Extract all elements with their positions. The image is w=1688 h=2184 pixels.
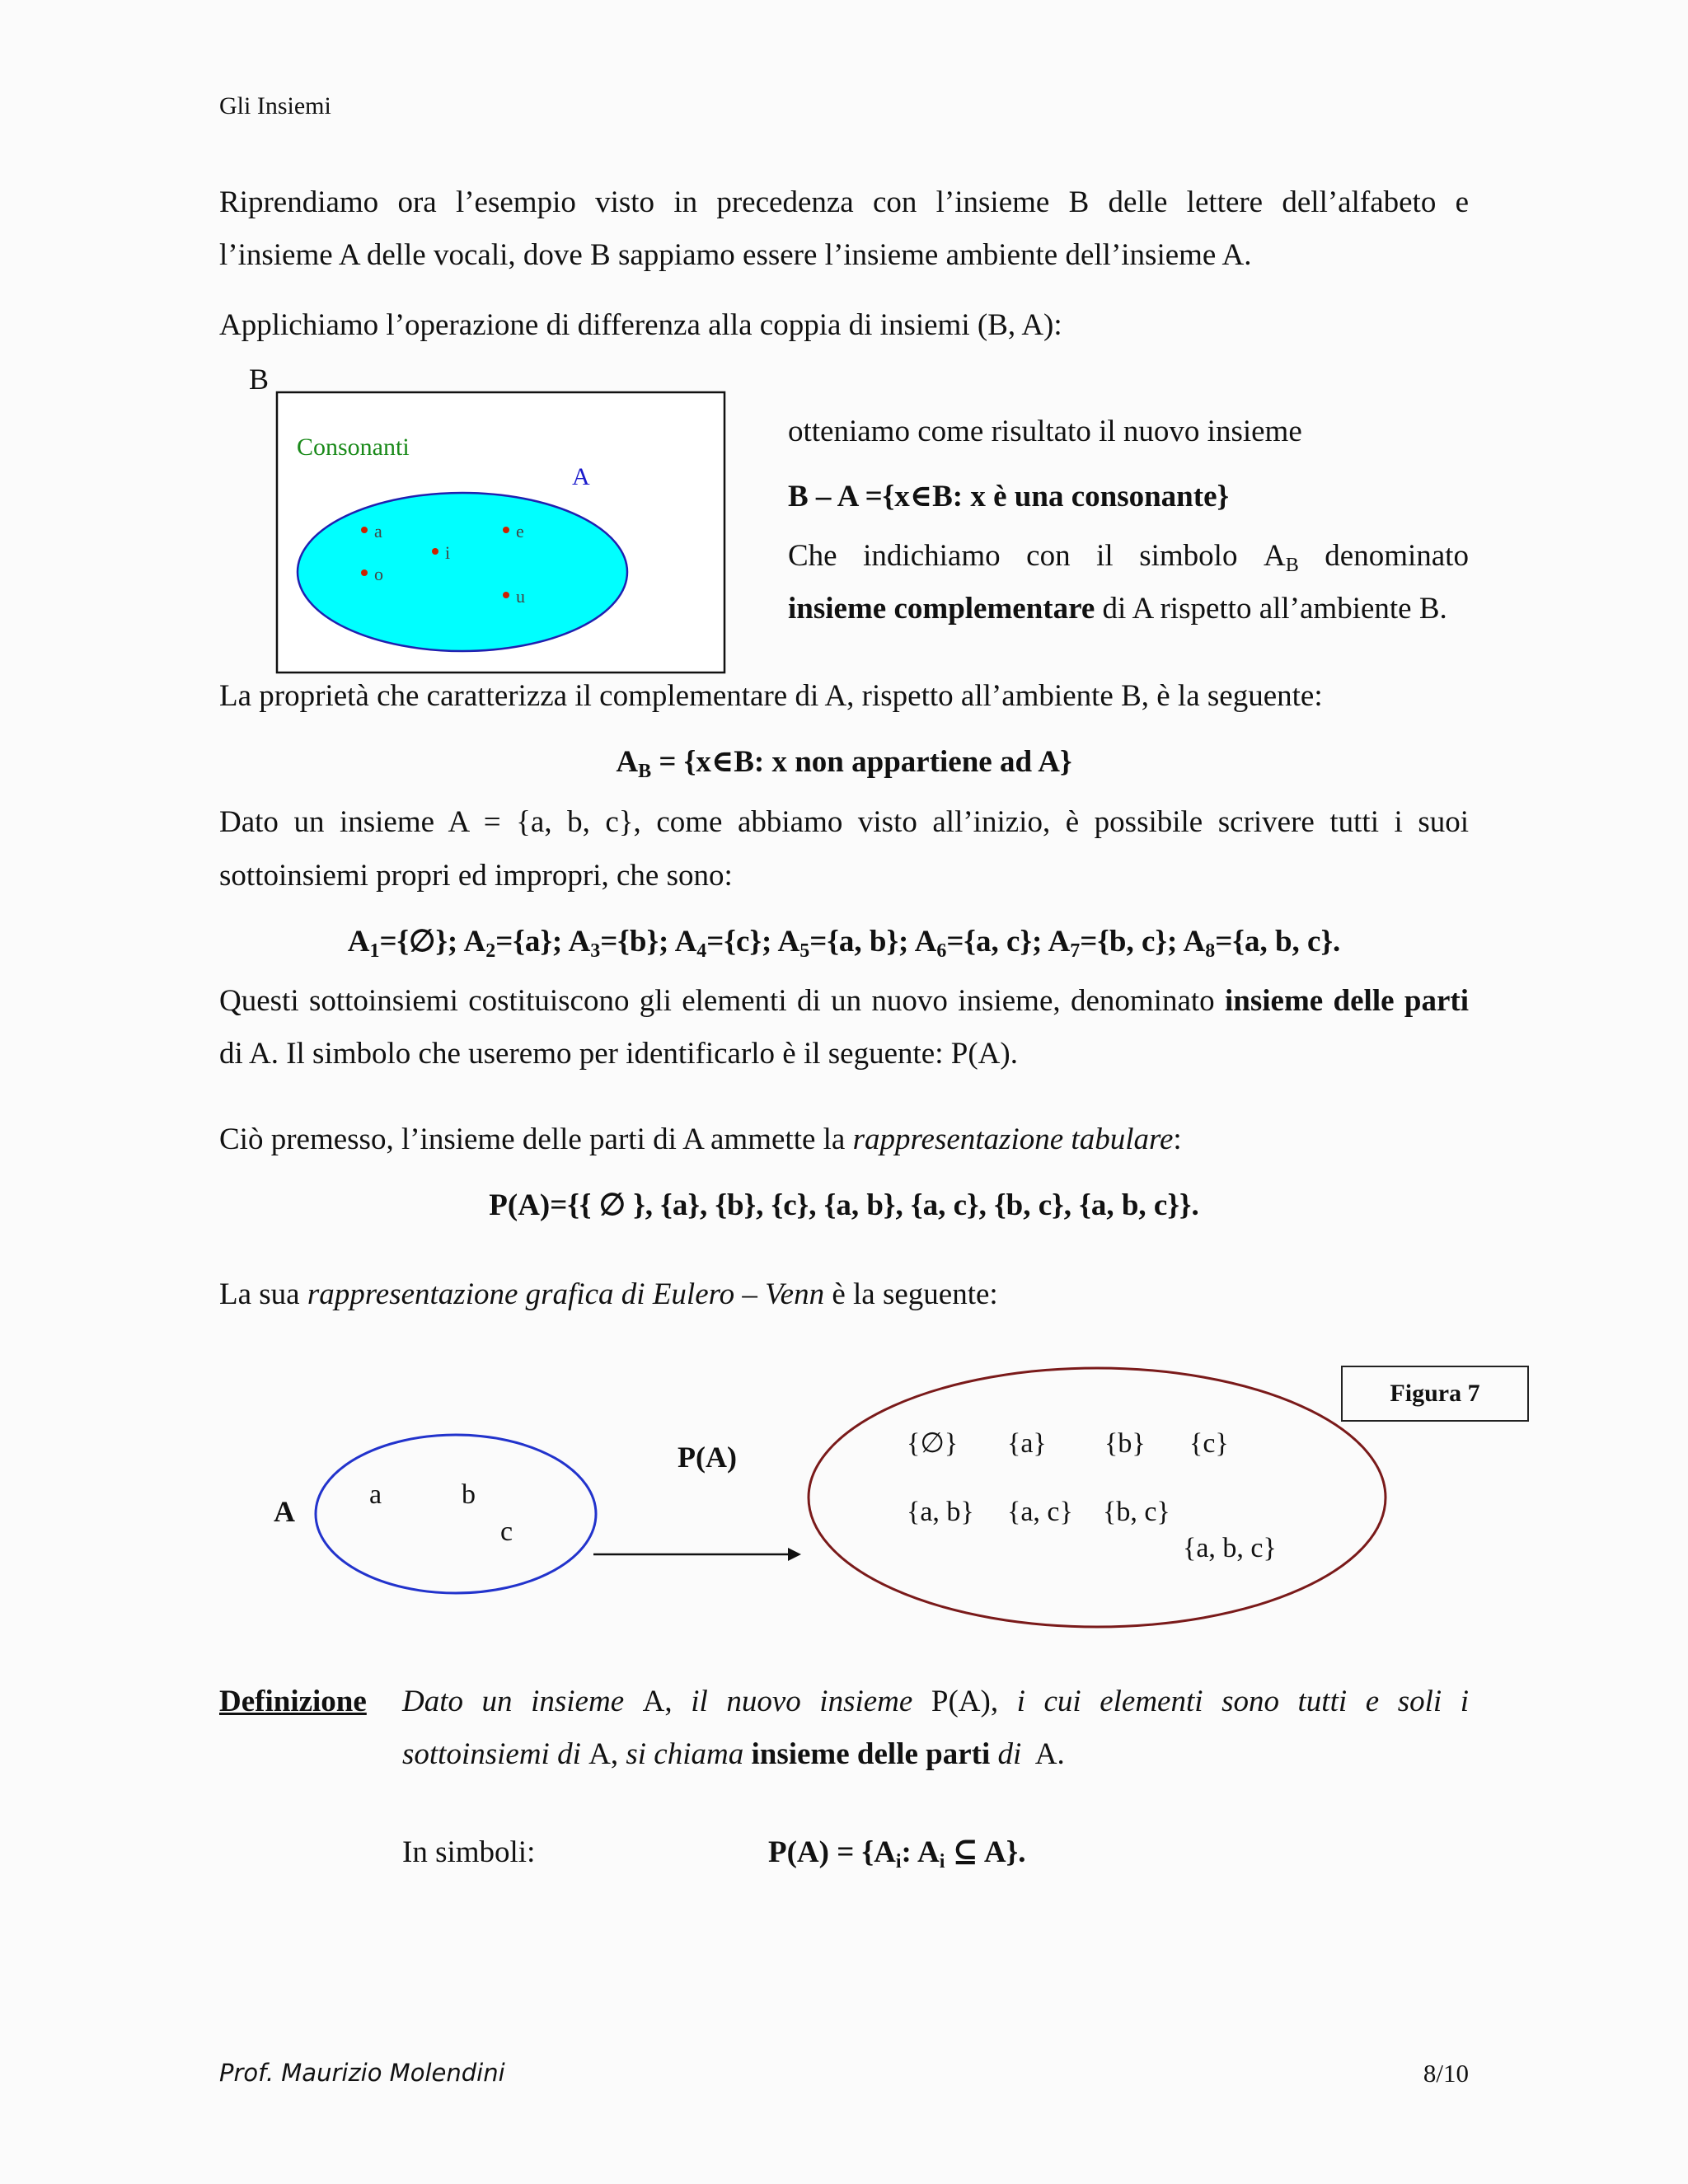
property-formula (219, 735, 1469, 799)
subset-item: $A_7=\{b$, c}; (1048, 925, 1184, 962)
power-set-ellipse (809, 1368, 1386, 1627)
complement-term: insieme complementare (788, 592, 1095, 626)
vowel-dot (361, 569, 368, 576)
subset-item: $A_3=\{b\}$; (568, 925, 675, 962)
parts-text: Questi sottoinsiemi costituiscono gli elementi di un nuovo insieme, denominato (219, 984, 1225, 1018)
definition-label: Definizione (219, 1685, 367, 1718)
def-text: sottoinsiemi di (402, 1737, 589, 1771)
subsets-line-2: sottoinsiemi propri ed impropri, che sono: (219, 859, 733, 893)
set-a-ellipse (298, 493, 627, 651)
vowel-dot (503, 527, 509, 533)
subset-element: {b} (1104, 1428, 1146, 1459)
venn-text-end: è la seguente: (824, 1277, 998, 1311)
vowel-label: a (374, 521, 382, 541)
intro-line-2: l’insieme A delle vocali, dove B sappiamo essere l’insieme ambiente dell’insieme A. (219, 238, 1252, 272)
intro-line-1: Riprendiamo ora l’esempio visto in precedenza con l’insieme B delle lettere dell’alfabeto e (219, 185, 1469, 219)
word: il (691, 1685, 708, 1718)
symbol-subscript: B (638, 761, 652, 782)
subset-element: {a, c} (1007, 1497, 1073, 1527)
word: Dato (402, 1685, 463, 1718)
set-b-label: B (249, 363, 270, 396)
def-text: di (990, 1737, 1029, 1771)
vowel-dot (503, 592, 509, 598)
set-a-ellipse (316, 1435, 596, 1593)
def-text: A, (588, 1737, 626, 1771)
venn-term: rappresentazione grafica di Eulero – Venn (307, 1277, 825, 1311)
vowel-label: e (516, 521, 524, 541)
property-line: La proprietà che caratterizza il complementare di A, rispetto all’ambiente B, è la seguente: (219, 679, 1323, 713)
def-text: si chiama (626, 1737, 752, 1771)
word: soli (1397, 1685, 1442, 1718)
venn-text: La sua (219, 1277, 307, 1311)
subsets-list (219, 915, 1469, 978)
vowel-dot (432, 548, 438, 555)
power-set-diagram (247, 1352, 1401, 1632)
set-a-name: A (274, 1495, 295, 1528)
tabular-term: rappresentazione tabulare (852, 1122, 1174, 1156)
element-label: a (369, 1479, 382, 1510)
word: un (481, 1685, 513, 1718)
arrow-head-icon (788, 1548, 801, 1561)
definition-line-1 (402, 1675, 1469, 1728)
word: i (1016, 1685, 1025, 1718)
word: insieme (531, 1685, 625, 1718)
tabular-colon: : (1173, 1122, 1182, 1156)
tabular-text: Ciò premesso, l’insieme delle parti di A ammette la (219, 1122, 853, 1156)
tabular-line (219, 1113, 1469, 1166)
intro-line-3: Applichiamo l’operazione di differenza alla coppia di insiemi (B, A): (219, 308, 1062, 342)
subset-item: $A_2=\{a\}$; (463, 925, 569, 962)
venn-line (219, 1268, 1469, 1321)
complement-definition-line (788, 583, 1447, 635)
word: sono (1221, 1685, 1279, 1718)
word: indichiamo (863, 539, 1001, 573)
complement-rest: di A rispetto all’ambiente B. (1095, 592, 1447, 626)
page-number: 8/10 (1423, 2059, 1469, 2088)
symbol-subscript: B (1285, 555, 1299, 576)
definition-line-2 (402, 1728, 1065, 1781)
element-label: b (462, 1479, 476, 1510)
symbol-base: A (616, 745, 639, 779)
consonants-label: Consonanti (297, 434, 410, 461)
page-header: Gli Insiemi (219, 92, 331, 120)
formula-rest: = {x∈B: x non appartiene ad A} (651, 745, 1072, 779)
word: con (1026, 539, 1071, 573)
arrow-label: P(A) (678, 1441, 737, 1474)
parts-line-2: di A. Il simbolo che useremo per identificarlo è il seguente: P(A). (219, 1037, 1018, 1071)
subset-element: {a, b, c} (1183, 1533, 1277, 1563)
word: P(A), (931, 1685, 999, 1718)
set-a-label: A (572, 463, 590, 490)
subset-item: $A_6=\{a$, c}; (914, 925, 1048, 962)
word: A, (642, 1685, 673, 1718)
element-label: c (500, 1516, 513, 1547)
word: insieme (819, 1685, 913, 1718)
word: Che (788, 539, 837, 573)
vowel-label: o (374, 564, 383, 584)
difference-formula: B – A ={x∈B: x è una consonante} (788, 480, 1230, 513)
word: tutti (1297, 1685, 1348, 1718)
subset-item: $A_1=\{\emptyset\}$; (347, 925, 464, 962)
word: cui (1043, 1685, 1081, 1718)
symbol-base: A (1263, 539, 1286, 573)
symbols-formula: $P(A) = \{A_i$: $A_i$ ⊆ A}. (768, 1835, 1026, 1872)
difference-diagram (231, 354, 742, 684)
vowel-label: u (516, 586, 525, 607)
def-text: A. (1029, 1737, 1065, 1771)
parts-term: insieme delle parti (1225, 984, 1469, 1018)
subset-element: {c} (1189, 1428, 1229, 1459)
subset-item: $A_4=\{c\}$; (674, 925, 778, 962)
word: simbolo (1139, 539, 1238, 573)
word: denominato (1325, 539, 1469, 573)
figure-label: Figura 7 (1341, 1366, 1529, 1422)
word: nuovo (726, 1685, 801, 1718)
subset-element: {∅} (907, 1428, 959, 1459)
word: elementi (1100, 1685, 1203, 1718)
vowel-label: i (445, 542, 451, 563)
result-text: otteniamo come risultato il nuovo insieme (788, 415, 1302, 448)
subset-item: $A_5=\{a$, b}; (777, 925, 915, 962)
subset-item: $A_8=\{a$, b, c}. (1183, 925, 1341, 962)
parts-formula: P(A)={{ ∅ }, {a}, {b}, {c}, {a, b}, {a, c}, {b, c}, {a, b, c}}. (489, 1188, 1199, 1222)
parts-line-1 (219, 974, 1469, 1028)
subsets-line-1: Dato un insieme A = {a, b, c}, come abbiamo visto all’inizio, è possibile scrivere tutti i suoi (219, 805, 1469, 839)
subset-element: {a, b} (907, 1497, 974, 1527)
vowel-dot (361, 527, 368, 533)
def-term: insieme delle parti (751, 1737, 991, 1771)
word: il (1096, 539, 1114, 573)
subset-element: {a} (1007, 1428, 1047, 1459)
word: i (1460, 1685, 1469, 1718)
subset-element: {b, c} (1103, 1497, 1170, 1527)
footer-author: Prof. Maurizio Molendini (219, 2059, 505, 2087)
word: e (1365, 1685, 1380, 1718)
symbols-label: In simboli: (402, 1835, 536, 1869)
